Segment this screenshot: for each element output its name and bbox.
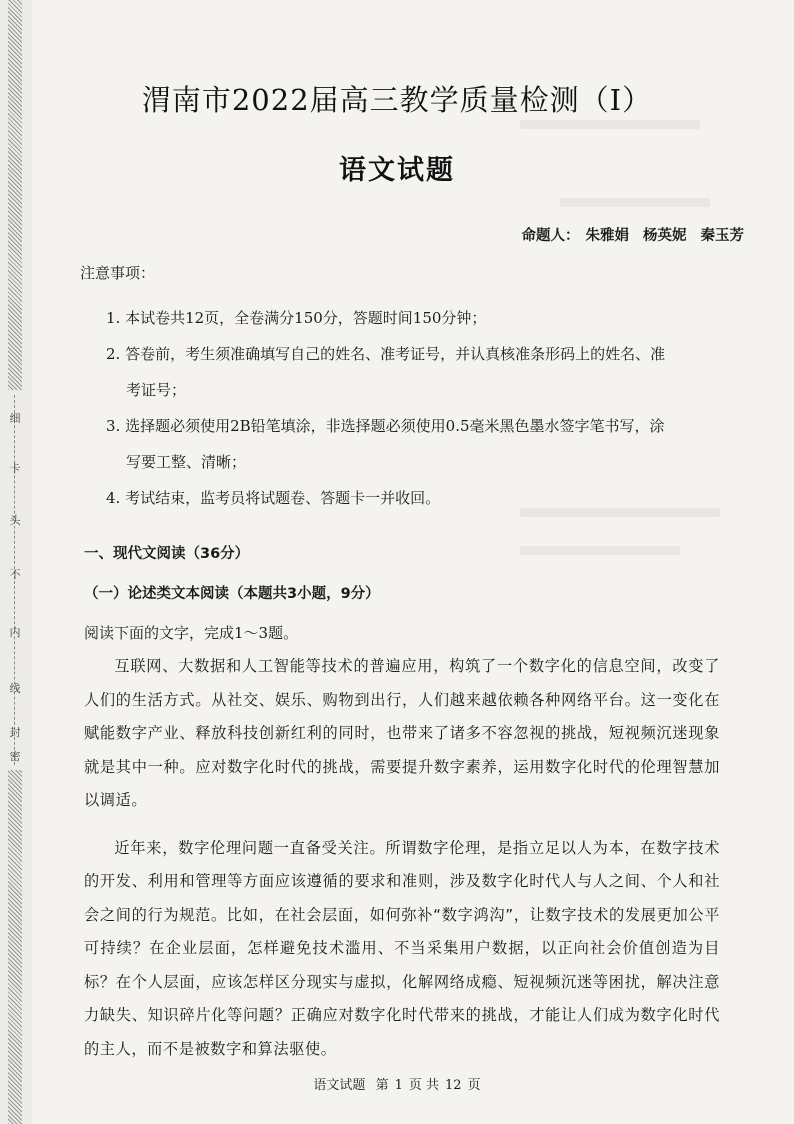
footer-subject: 语文试题 [313, 1078, 366, 1093]
notice-line: 4. 考试结束，监考员将试题卷、答题卡一并收回。 [106, 489, 441, 507]
notice-line-continued: 考证号； [126, 381, 187, 399]
binding-char: 线 [9, 682, 21, 695]
notice-heading: 注意事项： [80, 264, 156, 282]
binding-char: 密 [9, 750, 21, 763]
exam-subtitle: 语文试题 [339, 155, 455, 186]
footer-page-mid: 页 共 [408, 1078, 440, 1093]
section-title: 一、现代文阅读（36分） [84, 546, 250, 562]
binding-char: 头 [9, 514, 21, 527]
exam-title: 渭南市2022届高三教学质量检测（Ⅰ） [141, 83, 653, 117]
notice-line: 2. 答卷前，考生须准确填写自己的姓名、准考证号，并认真核准条形码上的姓名、准 [106, 345, 666, 363]
bleed-mark [520, 546, 680, 555]
notice-line: 3. 选择题必须使用2B铅笔填涂，非选择题必须使用0.5毫米黑色墨水签字笔书写，涂 [106, 417, 665, 435]
reading-instruction: 阅读下面的文字，完成1～3题。 [84, 624, 299, 642]
notice-item [106, 336, 722, 408]
authors-label: 命题人： [521, 228, 580, 244]
footer-page-suffix: 页 [467, 1078, 481, 1093]
notice-list [106, 300, 722, 516]
notice-line-continued: 写要工整、清晰； [126, 453, 247, 471]
binding-char: 细 [9, 412, 21, 425]
notice-item [106, 300, 722, 336]
passage-paragraph: 近年来，数字伦理问题一直备受关注。所谓数字伦理，是指立足以人为本，在数字技术的开发、利用和管理等方面应该遵循的要求和准则，涉及数字化时代人与人之间、个人和社会之间的行为规范。比如，在社会层面，如何弥补“数字鸿沟”，让数字技术的发展更加公平可持续？在企业层面，怎样避免技术滥用、不当采集用户数据，以正向社会价值创造为目标？在个人层面，应该怎样区分现实与虚拟，化解网络成瘾、短视频沉迷等困扰，解决注意力缺失、知识碎片化等问题？正确应对数字化时代带来的挑战，才能让人们成为数字化时代的主人，而不是被数字和算法驱使。 [84, 838, 720, 1058]
authors-line [516, 224, 745, 245]
binding-char: 内 [9, 626, 21, 639]
author-name: 秦玉芳 [700, 228, 744, 244]
bleed-mark [520, 120, 700, 129]
page-footer [0, 1074, 794, 1093]
footer-page-prefix: 第 [375, 1078, 389, 1093]
bleed-mark [560, 198, 710, 207]
binding-char: 不 [9, 568, 21, 581]
notice-item [106, 408, 722, 480]
binding-char: 封 [9, 726, 21, 739]
reading-passage [84, 650, 720, 1080]
author-name: 杨英妮 [643, 228, 687, 244]
footer-page-number: 1 [394, 1078, 403, 1093]
passage-paragraph: 互联网、大数据和人工智能等技术的普遍应用，构筑了一个数字化的信息空间，改变了人们的生活方式。从社交、娱乐、购物到出行，人们越来越依赖各种网络平台。这一变化在赋能数字产业、释放科技创新红利的同时，也带来了诸多不容忽视的挑战，短视频沉迷现象就是其中一种。应对数字化时代的挑战，需要提升数字素养，运用数字化时代的伦理智慧加以调适。 [84, 657, 720, 809]
footer-total-pages: 12 [445, 1078, 462, 1093]
notice-line: 1. 本试卷共12页，全卷满分150分，答题时间150分钟； [106, 309, 487, 327]
author-name: 朱雅娟 [585, 228, 629, 244]
subsection-title: （一）论述类文本阅读（本题共3小题，9分） [84, 586, 380, 602]
notice-item [106, 480, 722, 516]
binding-char: 卡 [9, 462, 21, 475]
